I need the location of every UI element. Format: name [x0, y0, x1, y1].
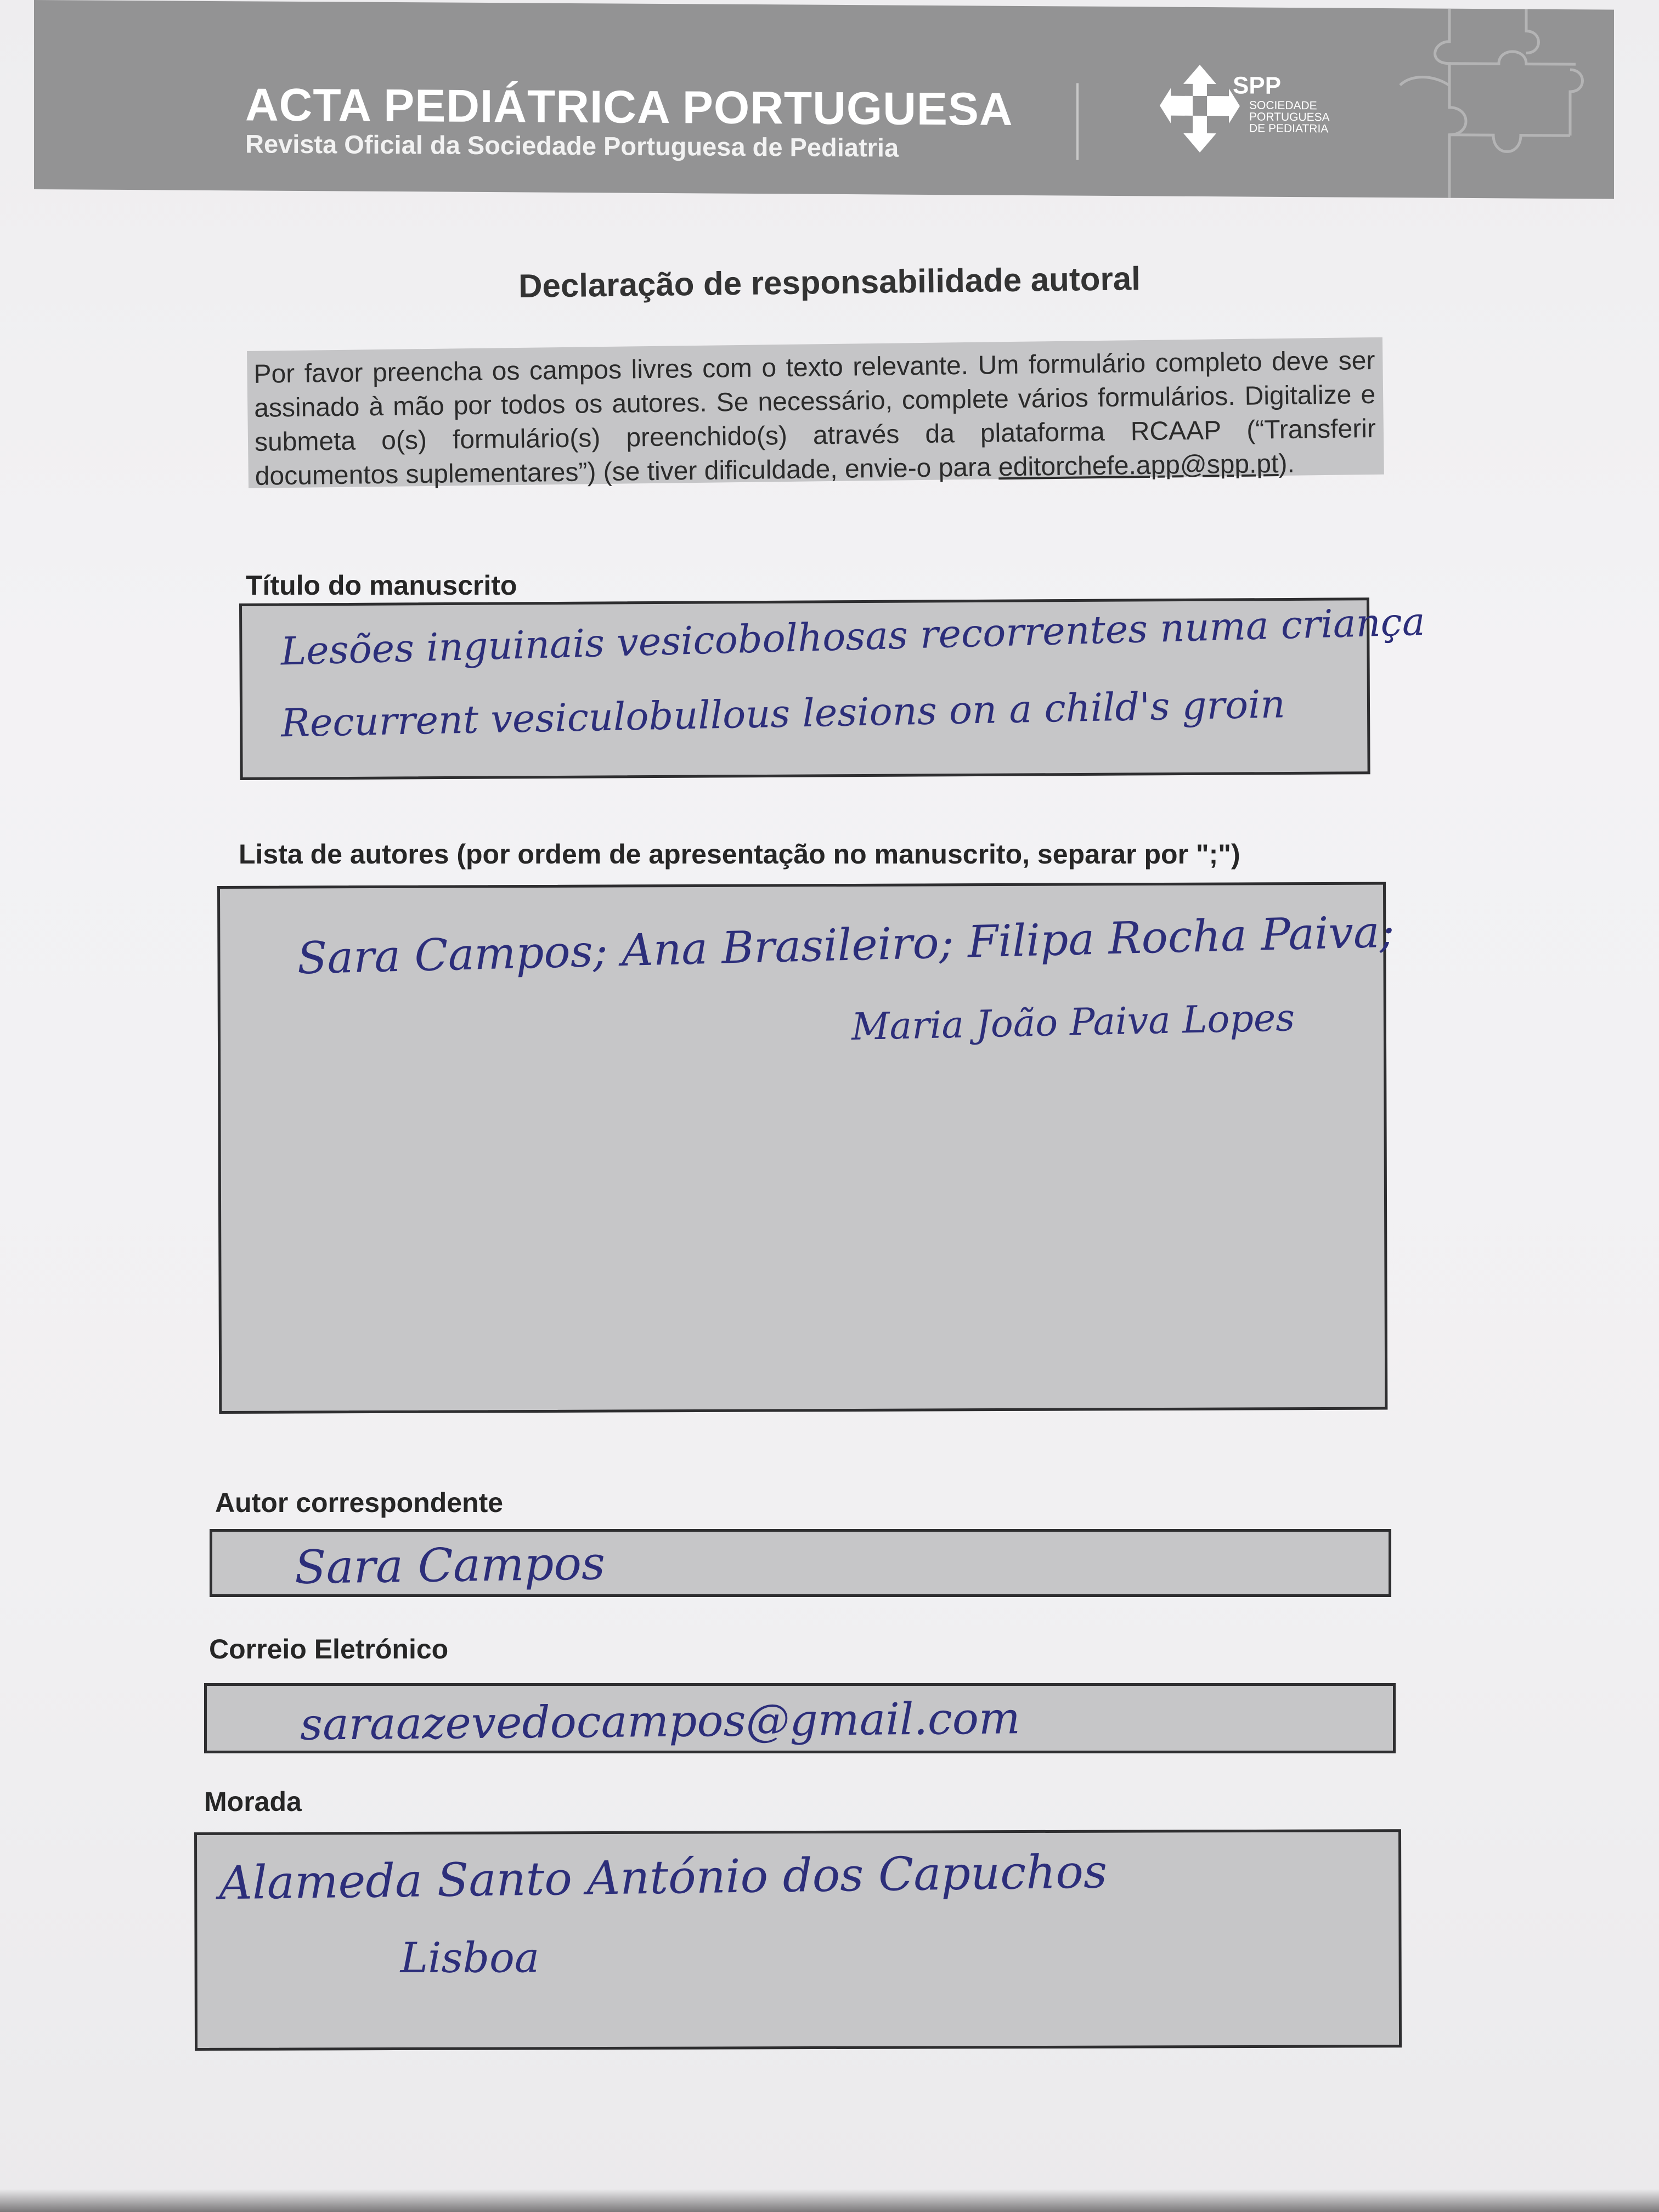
address-line-1: Alameda Santo António dos Capuchos — [218, 1844, 1108, 1910]
instructions-end: ). — [1278, 449, 1295, 479]
journal-title: ACTA PEDIÁTRICA PORTUGUESA — [245, 78, 1013, 135]
journal-header — [34, 0, 1614, 199]
manuscript-title-field[interactable] — [239, 597, 1426, 780]
corresponding-author-label: Autor correspondente — [215, 1487, 504, 1518]
address-field[interactable] — [194, 1829, 1402, 2051]
email-field[interactable] — [204, 1683, 1396, 1753]
email-label: Correio Eletrónico — [209, 1634, 449, 1664]
document-title: Declaração de responsabilidade autoral — [518, 260, 1141, 304]
header-divider — [1076, 83, 1079, 160]
journal-subtitle: Revista Oficial da Sociedade Portuguesa de Pediatria — [245, 129, 899, 162]
corresponding-author-field[interactable] — [210, 1529, 1391, 1597]
authors-line-1: Sara Campos; Ana Brasileiro; Filipa Rocha Paiva; — [296, 906, 1395, 984]
email-value: saraazevedocampos@gmail.com — [300, 1692, 1021, 1750]
instructions-text — [247, 337, 1384, 494]
address-line-2: Lisboa — [400, 1933, 540, 1983]
address-label: Morada — [204, 1786, 302, 1817]
spp-acronym: SPP — [1233, 72, 1282, 99]
page-edge-shadow — [0, 2189, 1659, 2212]
puzzle-pattern-icon — [1389, 8, 1614, 199]
spp-arrows-logo-icon — [1159, 62, 1241, 156]
manuscript-title-label: Título do manuscrito — [246, 570, 517, 601]
spp-name-line: PORTUGUESA — [1249, 110, 1330, 124]
spp-name-line: SOCIEDADE — [1249, 99, 1317, 112]
instructions-body: Por favor preencha os campos livres com o texto relevante. Um formulário completo deve ser assinado à mão por todos os autores. Se necessário, complete vários formulários. Digitalize e submeta o(s) formulário(s) preenchido(s) através da plataforma RCAAP (“Transferir documentos suplementares”) (se tiver dificuldade, envie-o para — [253, 346, 1376, 491]
instructions-box — [247, 337, 1384, 491]
authors-line-2: Maria João Paiva Lopes — [851, 996, 1295, 1049]
editor-email-link[interactable]: editorchefe.app@spp.pt — [998, 449, 1279, 482]
authors-label: Lista de autores (por ordem de apresentação no manuscrito, separar por ";") — [239, 839, 1240, 870]
corresponding-author-value: Sara Campos — [294, 1536, 606, 1594]
manuscript-title-pt: Lesões inguinais vesicobolhosas recorrentes numa criança — [280, 599, 1426, 674]
spp-name-line: DE PEDIATRIA — [1249, 122, 1329, 136]
spp-full-name — [1249, 100, 1359, 135]
authors-field[interactable] — [217, 882, 1395, 1414]
manuscript-title-en: Recurrent vesiculobullous lesions on a child's groin — [280, 681, 1286, 746]
